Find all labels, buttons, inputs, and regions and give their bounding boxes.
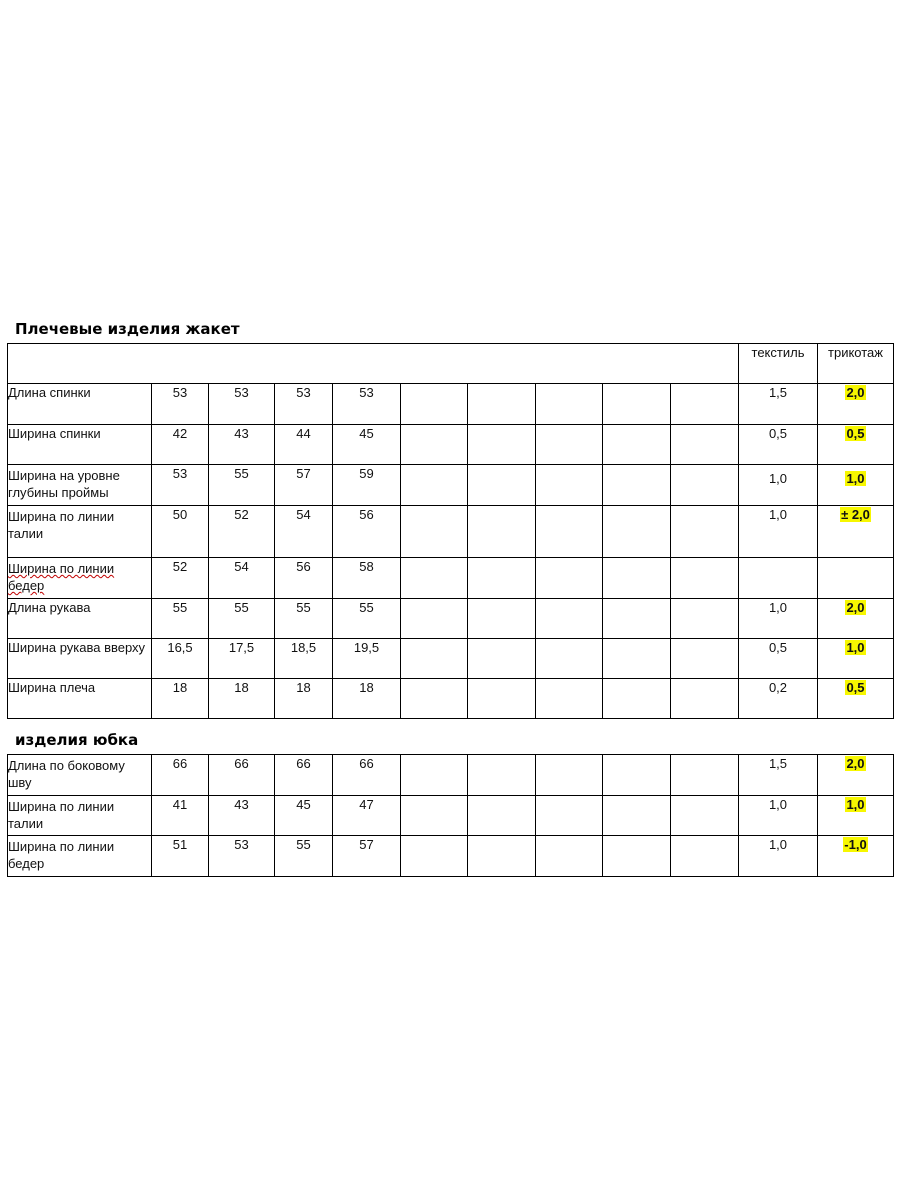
empty-cell <box>468 755 536 796</box>
highlighted-value: 2,0 <box>846 756 865 771</box>
table-row <box>8 384 894 425</box>
row-label: Ширина по линии талии <box>8 796 152 836</box>
size-value: 16,5 <box>152 639 209 679</box>
empty-cell <box>603 836 671 877</box>
size-value: 51 <box>152 836 209 877</box>
size-value: 18 <box>209 679 275 719</box>
size-value: 43 <box>209 425 275 465</box>
size-value: 44 <box>275 425 333 465</box>
size-value: 52 <box>209 506 275 558</box>
empty-cell <box>671 506 739 558</box>
empty-cell <box>401 425 468 465</box>
size-value: 43 <box>209 796 275 836</box>
empty-cell <box>536 506 603 558</box>
header-textile: текстиль <box>739 344 818 384</box>
skirt-measurements-table <box>7 754 894 877</box>
empty-cell <box>536 836 603 877</box>
size-value: 55 <box>275 836 333 877</box>
textile-tolerance: 0,5 <box>739 639 818 679</box>
knit-tolerance <box>818 425 894 465</box>
empty-cell <box>671 465 739 506</box>
highlighted-value: 1,0 <box>846 797 865 812</box>
knit-tolerance <box>818 506 894 558</box>
empty-cell <box>536 639 603 679</box>
empty-cell <box>468 836 536 877</box>
knit-tolerance <box>818 599 894 639</box>
empty-cell <box>468 599 536 639</box>
empty-cell <box>603 558 671 599</box>
empty-cell <box>671 836 739 877</box>
section-title-skirt: изделия юбка <box>15 731 139 749</box>
size-value: 53 <box>152 465 209 506</box>
size-value: 66 <box>333 755 401 796</box>
empty-cell <box>536 679 603 719</box>
empty-cell <box>401 506 468 558</box>
size-value: 59 <box>333 465 401 506</box>
table-row <box>8 506 894 558</box>
row-label: Ширина плеча <box>8 679 152 719</box>
size-value: 54 <box>209 558 275 599</box>
textile-tolerance: 1,0 <box>739 796 818 836</box>
header-blank-cell <box>8 344 739 384</box>
size-value: 50 <box>152 506 209 558</box>
empty-cell <box>671 384 739 425</box>
knit-tolerance <box>818 639 894 679</box>
empty-cell <box>401 639 468 679</box>
size-value: 18,5 <box>275 639 333 679</box>
highlighted-value: 1,0 <box>846 640 865 655</box>
empty-cell <box>671 796 739 836</box>
size-value: 45 <box>333 425 401 465</box>
knit-tolerance <box>818 755 894 796</box>
size-value: 57 <box>333 836 401 877</box>
empty-cell <box>401 836 468 877</box>
size-value: 55 <box>275 599 333 639</box>
table-row <box>8 599 894 639</box>
row-label: Длина по боковому шву <box>8 755 152 796</box>
empty-cell <box>603 796 671 836</box>
highlighted-value: ± 2,0 <box>841 507 870 522</box>
table-row <box>8 639 894 679</box>
empty-cell <box>536 796 603 836</box>
size-value: 56 <box>275 558 333 599</box>
size-value: 66 <box>209 755 275 796</box>
row-label: Ширина на уровне глубины проймы <box>8 465 152 506</box>
highlighted-value: 0,5 <box>846 426 865 441</box>
empty-cell <box>468 506 536 558</box>
empty-cell <box>603 755 671 796</box>
empty-cell <box>536 465 603 506</box>
empty-cell <box>401 465 468 506</box>
empty-cell <box>536 425 603 465</box>
textile-tolerance: 0,2 <box>739 679 818 719</box>
size-value: 53 <box>209 384 275 425</box>
empty-cell <box>603 425 671 465</box>
empty-cell <box>603 599 671 639</box>
size-value: 41 <box>152 796 209 836</box>
empty-cell <box>671 425 739 465</box>
empty-cell <box>671 558 739 599</box>
highlighted-value: -1,0 <box>844 837 867 852</box>
empty-cell <box>671 755 739 796</box>
size-value: 53 <box>152 384 209 425</box>
row-label: Ширина по линии бедер <box>8 836 152 877</box>
empty-cell <box>603 679 671 719</box>
table-row <box>8 425 894 465</box>
textile-tolerance <box>739 558 818 599</box>
highlighted-value: 0,5 <box>846 680 865 695</box>
size-value: 19,5 <box>333 639 401 679</box>
empty-cell <box>536 558 603 599</box>
empty-cell <box>536 384 603 425</box>
knit-tolerance <box>818 384 894 425</box>
empty-cell <box>401 558 468 599</box>
knit-tolerance <box>818 796 894 836</box>
empty-cell <box>468 425 536 465</box>
textile-tolerance: 1,5 <box>739 755 818 796</box>
table-row <box>8 836 894 877</box>
highlighted-value: 2,0 <box>846 385 865 400</box>
textile-tolerance: 1,0 <box>739 836 818 877</box>
size-value: 18 <box>333 679 401 719</box>
empty-cell <box>401 679 468 719</box>
table-row <box>8 679 894 719</box>
empty-cell <box>468 558 536 599</box>
size-value: 17,5 <box>209 639 275 679</box>
knit-tolerance <box>818 679 894 719</box>
section-title-jacket: Плечевые изделия жакет <box>15 320 240 338</box>
empty-cell <box>536 755 603 796</box>
size-value: 47 <box>333 796 401 836</box>
size-value: 53 <box>333 384 401 425</box>
empty-cell <box>468 679 536 719</box>
empty-cell <box>401 384 468 425</box>
header-knit: трикотаж <box>818 344 894 384</box>
row-label-text: Ширина по линии бедер <box>8 561 115 593</box>
textile-tolerance: 0,5 <box>739 425 818 465</box>
empty-cell <box>536 599 603 639</box>
empty-cell <box>468 384 536 425</box>
empty-cell <box>401 796 468 836</box>
empty-cell <box>603 506 671 558</box>
size-value: 52 <box>152 558 209 599</box>
empty-cell <box>603 639 671 679</box>
row-label: Ширина рукава вверху <box>8 639 152 679</box>
size-value: 18 <box>275 679 333 719</box>
row-label: Длина рукава <box>8 599 152 639</box>
empty-cell <box>401 755 468 796</box>
textile-tolerance: 1,0 <box>739 506 818 558</box>
row-label: Ширина по линии талии <box>8 506 152 558</box>
size-value: 66 <box>275 755 333 796</box>
highlighted-value: 1,0 <box>846 471 865 486</box>
size-value: 55 <box>152 599 209 639</box>
size-value: 42 <box>152 425 209 465</box>
row-label <box>8 558 152 599</box>
size-value: 53 <box>275 384 333 425</box>
jacket-measurements-table <box>7 343 894 719</box>
size-value: 57 <box>275 465 333 506</box>
size-value: 56 <box>333 506 401 558</box>
size-value: 18 <box>152 679 209 719</box>
empty-cell <box>603 384 671 425</box>
size-value: 54 <box>275 506 333 558</box>
textile-tolerance: 1,0 <box>739 465 818 506</box>
knit-tolerance <box>818 558 894 599</box>
size-value: 58 <box>333 558 401 599</box>
table-row <box>8 796 894 836</box>
size-value: 45 <box>275 796 333 836</box>
empty-cell <box>603 465 671 506</box>
header-row <box>8 344 894 384</box>
size-value: 55 <box>333 599 401 639</box>
size-value: 66 <box>152 755 209 796</box>
table-row <box>8 558 894 599</box>
textile-tolerance: 1,0 <box>739 599 818 639</box>
table-row <box>8 755 894 796</box>
row-label: Ширина спинки <box>8 425 152 465</box>
knit-tolerance <box>818 465 894 506</box>
highlighted-value: 2,0 <box>846 600 865 615</box>
empty-cell <box>468 639 536 679</box>
empty-cell <box>671 679 739 719</box>
table-row <box>8 465 894 506</box>
empty-cell <box>401 599 468 639</box>
knit-tolerance <box>818 836 894 877</box>
size-value: 53 <box>209 836 275 877</box>
empty-cell <box>671 639 739 679</box>
empty-cell <box>468 796 536 836</box>
empty-cell <box>468 465 536 506</box>
size-value: 55 <box>209 465 275 506</box>
size-value: 55 <box>209 599 275 639</box>
textile-tolerance: 1,5 <box>739 384 818 425</box>
empty-cell <box>671 599 739 639</box>
row-label: Длина спинки <box>8 384 152 425</box>
